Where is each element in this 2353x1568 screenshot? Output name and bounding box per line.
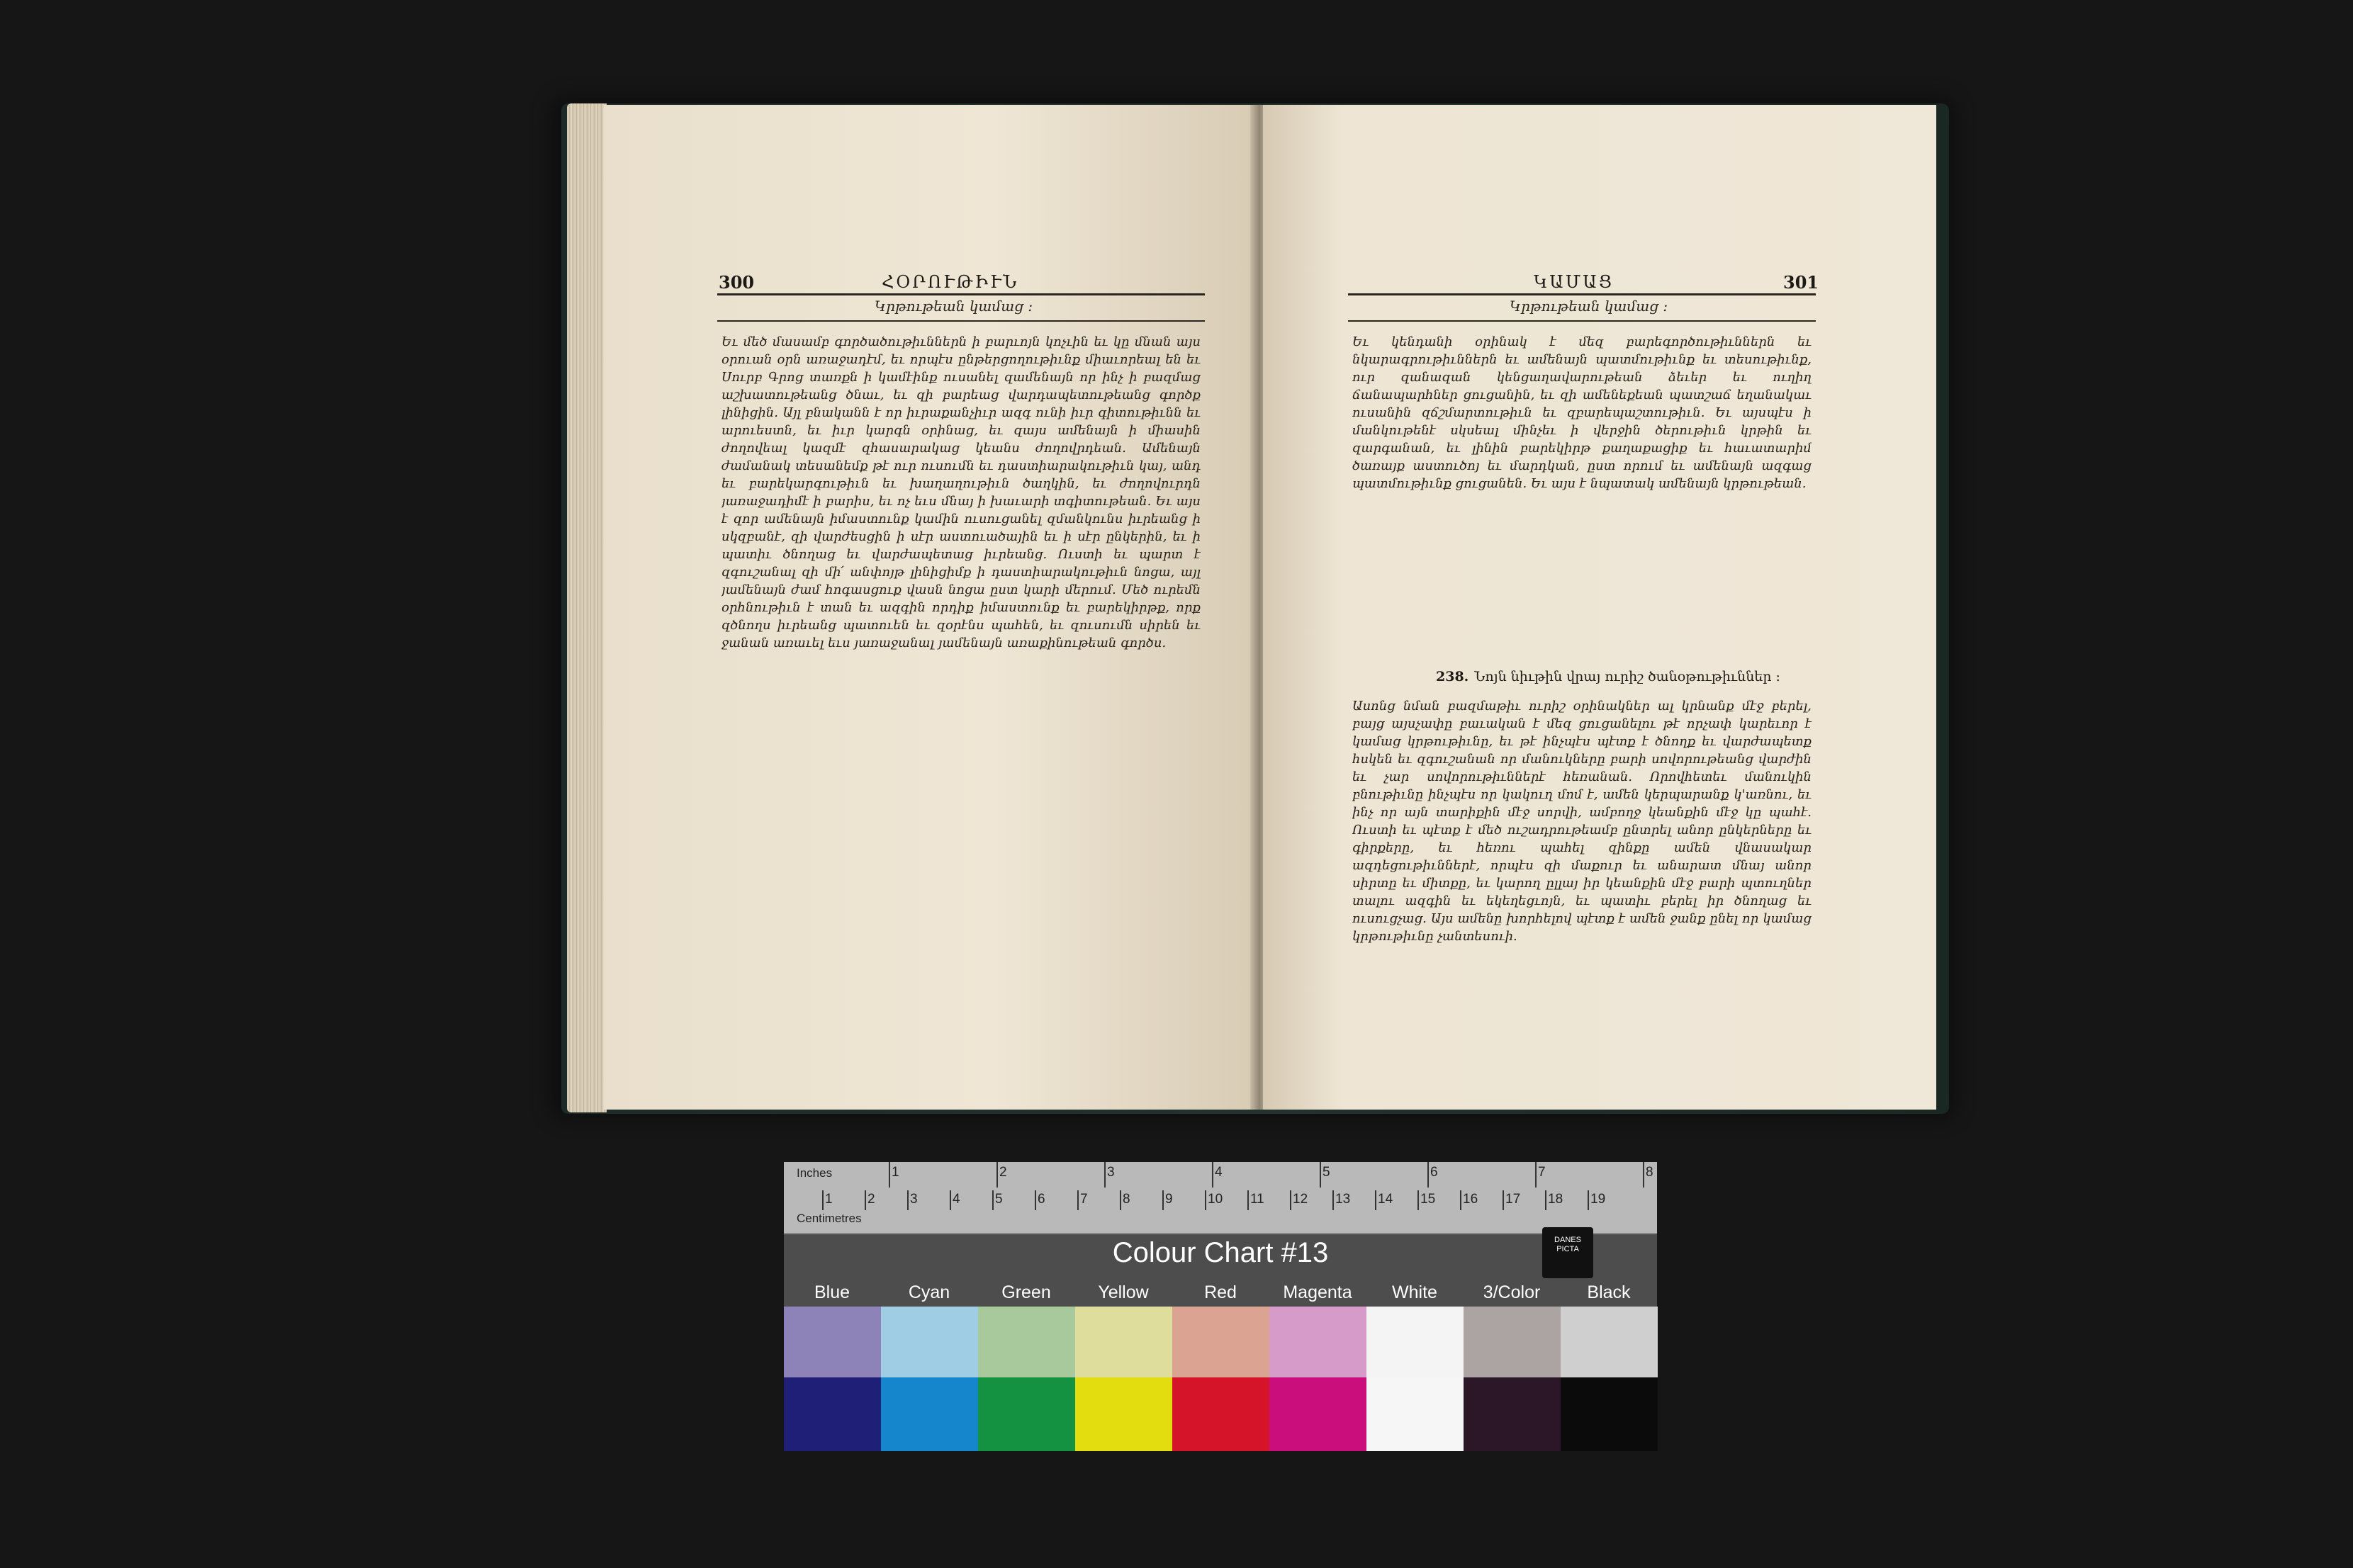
inch-tick — [1104, 1162, 1106, 1188]
cm-tick-label: 5 — [995, 1192, 1003, 1207]
inch-tick — [1535, 1162, 1537, 1188]
swatch-dark-green — [978, 1377, 1075, 1451]
inch-tick-label: 7 — [1538, 1165, 1546, 1180]
cm-tick-label: 12 — [1293, 1192, 1308, 1207]
inch-tick — [889, 1162, 890, 1188]
swatch-label-white: White — [1392, 1282, 1437, 1302]
danes-picta-logo — [1542, 1227, 1593, 1278]
logo-text: DANES PICTA — [1554, 1236, 1581, 1253]
swatch-light-white — [1366, 1307, 1464, 1377]
swatch-label-3-color: 3/Color — [1483, 1282, 1541, 1302]
right-subheading: Կրթութեան կամաց : — [1510, 298, 1668, 315]
cm-tick — [1460, 1190, 1461, 1210]
chart-title: Colour Chart #13 — [1112, 1237, 1329, 1268]
inch-tick — [1320, 1162, 1321, 1188]
cm-tick — [1077, 1190, 1079, 1210]
right-page-body-bottom: Ասոնց նման բազմաթիւ ուրիշ օրինակներ ալ կրնանք մէջ բերել, բայց այսչափը բաւական է մեզ ցուցանելու թէ որչափ կարեւոր է կամաց կրթութիւնը, եւ թէ ինչպէս պէտք է ծնողք եւ վարժապետք հսկեն եւ զգուշանան որ մանուկները բարի սովորութեանց վարժին եւ չար սովորութիւններէ հեռանան. Որովհետեւ մանուկին բնութիւնը ինչպէս որ կակուղ մոմ է, ամեն կերպարանք կ'առնու, եւ ինչ որ այն տարիքին մէջ սորվի, ամբողջ կեանքին մէջ կը պահէ. Ուստի եւ պէտք է մեծ ուշադրութեամբ ընտրել անոր ընկերները եւ գիրքերը, եւ հեռու պահել զինքը ամեն վնասակար ազդեցութիւններէ, որպէս զի մաքուր եւ անարատ մնայ անոր սիրտը եւ միտքը, եւ կարող ըլլայ իր կեանքին մէջ բարի պտուղներ տալու ազգին եւ եկեղեցւոյն, եւ պատիւ բերել իր ծնողաց եւ ուսուցչաց. Այս ամենը խորհելով պէտք է ամեն ջանք ընել որ կամաց կրթութիւնը չանտեսուի. — [1352, 699, 1812, 944]
swatch-light-magenta — [1269, 1307, 1366, 1377]
cm-tick — [1375, 1190, 1376, 1210]
inch-tick — [1212, 1162, 1213, 1188]
inch-tick-label: 5 — [1322, 1165, 1330, 1180]
cm-tick — [1205, 1190, 1206, 1210]
cm-tick-label: 17 — [1505, 1192, 1521, 1207]
swatch-dark-cyan — [881, 1377, 978, 1451]
section-title: Նոյն նիւթին վրայ ուրիշ ծանօթութիւններ : — [1474, 669, 1780, 684]
cm-tick-label: 7 — [1080, 1192, 1088, 1207]
swatch-label-yellow: Yellow — [1098, 1282, 1149, 1302]
cm-tick — [992, 1190, 994, 1210]
section-heading — [1436, 669, 1780, 684]
inch-tick-label: 3 — [1107, 1165, 1115, 1180]
swatch-light-cyan — [881, 1307, 978, 1377]
right-page — [1263, 105, 1936, 1110]
cm-tick-label: 1 — [825, 1192, 833, 1207]
cm-tick-label: 9 — [1165, 1192, 1173, 1207]
inch-tick — [1643, 1162, 1644, 1188]
swatch-label-green: Green — [1001, 1282, 1051, 1302]
swatch-dark-red — [1172, 1377, 1269, 1451]
cm-tick — [1247, 1190, 1249, 1210]
cm-tick-label: 2 — [867, 1192, 875, 1207]
cm-tick — [1035, 1190, 1036, 1210]
inch-tick-label: 2 — [999, 1165, 1007, 1180]
swatch-label-magenta: Magenta — [1283, 1282, 1352, 1302]
cm-tick — [822, 1190, 824, 1210]
cm-tick — [865, 1190, 866, 1210]
inch-tick-label: 6 — [1430, 1165, 1438, 1180]
right-page-number: 301 — [1783, 272, 1819, 293]
colour-chart — [784, 1162, 1657, 1421]
left-subheading-rule — [717, 320, 1205, 322]
cm-tick — [907, 1190, 909, 1210]
cm-tick — [1332, 1190, 1334, 1210]
cm-tick-label: 10 — [1208, 1192, 1223, 1207]
cm-tick-label: 14 — [1378, 1192, 1393, 1207]
cm-tick-label: 6 — [1038, 1192, 1045, 1207]
section-number: 238. — [1436, 669, 1469, 684]
right-header-rule — [1348, 293, 1816, 295]
centimetres-label: Centimetres — [797, 1212, 862, 1225]
left-page-number: 300 — [719, 272, 755, 293]
swatch-light-blue — [784, 1307, 881, 1377]
cm-tick-label: 19 — [1590, 1192, 1606, 1207]
inch-tick — [1427, 1162, 1429, 1188]
cm-tick-label: 8 — [1123, 1192, 1130, 1207]
page-edges — [567, 103, 607, 1112]
swatch-light-yellow — [1075, 1307, 1172, 1377]
cm-tick-label: 18 — [1548, 1192, 1563, 1207]
inch-tick — [996, 1162, 998, 1188]
left-page-body: Եւ մեծ մասամբ գործածութիւններն ի բարւոյն կոչւին եւ կը մնան այս օրուան օրն առաջադէմ, եւ որպէս ընթերցողութիւնք միաւորեալ են եւ Սուրբ Գրոց տառքն ի կամէինք ուսանել զամենայն որ ինչ ի բազմաց աշխատութեանց ծնաւ, եւ զի բարեաց վարդապետութեանց գործք լինիցին. Այլ բնականն է որ իւրաքանչիւր ազգ ունի իւր գիտութիւնն եւ արուեստն, եւ իւր կարգն օրինաց, եւ զայս ամենայն ի միասին ժողովեալ կազմէ զհասարակաց կեանս ժողովրդեան. Ամենայն ժամանակ տեսանեմք թէ ուր ուսումն եւ դաստիարակութիւն կայ, անդ եւ բարեկարգութիւն եւ խաղաղութիւն ծաղկին, եւ ժողովուրդն յառաջադիմէ ի բարիս, եւ ոչ եւս մնայ ի խաւարի տգիտութեան. Եւ այս է զոր ամենայն իմաստունք կամին ուսուցանել զմանկունս իւրեանց ի սկզբանէ, զի վարժեսցին ի սէր աստուածային եւ ի սէր ընկերին, եւ ի պատիւ ծնողաց եւ վարժապետաց իւրեանց. Ուստի եւ պարտ է զգուշանալ զի մի՛ անփոյթ լինիցիմք ի դաստիարակութիւն նոցա, այլ յամենայն ժամ հոգասցուք վասն նոցա ըստ կարի մերում. Մեծ ուրեմն օրհնութիւն է տան եւ ազգին որդիք իմաստունք եւ բարեկիրթք, որք զծնողս իւրեանց պատուեն եւ զօրէնս պահեն, եւ զուսումն սիրեն եւ ջանան առաւել եւս յառաջանալ յամենայն առաքինութեան գործս. — [721, 334, 1201, 650]
swatch-dark-3-color — [1464, 1377, 1561, 1451]
cm-tick-label: 16 — [1463, 1192, 1478, 1207]
cm-tick — [1545, 1190, 1546, 1210]
cm-tick-label: 15 — [1420, 1192, 1436, 1207]
swatch-label-black: Black — [1587, 1282, 1631, 1302]
swatch-light-black — [1561, 1307, 1658, 1377]
left-running-head: ՀՕՐՈՒԹԻՒՆ — [882, 272, 1019, 292]
swatch-dark-blue — [784, 1377, 881, 1451]
right-page-body-top: Եւ կենդանի օրինակ է մեզ բարեգործութիւններն եւ նկարագրութիւններն եւ ամենայն պատմութիւնք եւ տեսութիւնք, ուր զանազան կենցաղավարութեան ձեւեր եւ ուղիղ ճանապարհներ ցուցանին, եւ զի ամենեքեան պատշաճ եղանակաւ ուսանին զճշմարտութիւն եւ զբարեպաշտութիւն. Եւ այսպէս ի մանկութենէ սկսեալ մինչեւ ի վերջին ծերութիւն կրթին եւ զարգանան, եւ լինին բարեկիրթ քաղաքացիք եւ հաւատարիմ ծառայք աստուծոյ եւ մարդկան, ըստ որում եւ ամենայն ազգաց պատմութիւնք ցուցանեն. Եւ այս է նպատակ ամենայն կրթութեան. — [1352, 334, 1812, 491]
inches-label: Inches — [797, 1166, 833, 1180]
left-page — [604, 105, 1254, 1110]
cm-tick — [1162, 1190, 1164, 1210]
inch-tick-label: 4 — [1215, 1165, 1223, 1180]
cm-tick-label: 11 — [1250, 1192, 1264, 1207]
cm-tick — [1120, 1190, 1121, 1210]
swatch-dark-magenta — [1269, 1377, 1366, 1451]
cm-tick-label: 3 — [910, 1192, 918, 1207]
cm-tick-label: 4 — [953, 1192, 960, 1207]
swatch-dark-black — [1561, 1377, 1658, 1451]
swatch-light-3-color — [1464, 1307, 1561, 1377]
left-subheading: Կրթութեան կամաց : — [875, 298, 1033, 315]
right-running-head: ԿԱՄԱՑ — [1534, 272, 1614, 292]
right-subheading-rule — [1348, 320, 1816, 322]
cm-tick — [1417, 1190, 1419, 1210]
swatch-label-blue: Blue — [814, 1282, 850, 1302]
cm-tick — [1503, 1190, 1504, 1210]
swatch-dark-yellow — [1075, 1377, 1172, 1451]
inch-tick-label: 8 — [1646, 1165, 1653, 1180]
ruler — [784, 1162, 1657, 1234]
swatch-dark-white — [1366, 1377, 1464, 1451]
swatch-label-red: Red — [1204, 1282, 1237, 1302]
inch-tick-label: 1 — [892, 1165, 899, 1180]
cm-tick — [1290, 1190, 1291, 1210]
cm-tick — [1588, 1190, 1589, 1210]
cm-tick-label: 13 — [1335, 1192, 1351, 1207]
cm-tick — [950, 1190, 951, 1210]
swatch-light-red — [1172, 1307, 1269, 1377]
swatch-label-cyan: Cyan — [908, 1282, 950, 1302]
swatch-light-green — [978, 1307, 1075, 1377]
left-header-rule — [717, 293, 1205, 295]
